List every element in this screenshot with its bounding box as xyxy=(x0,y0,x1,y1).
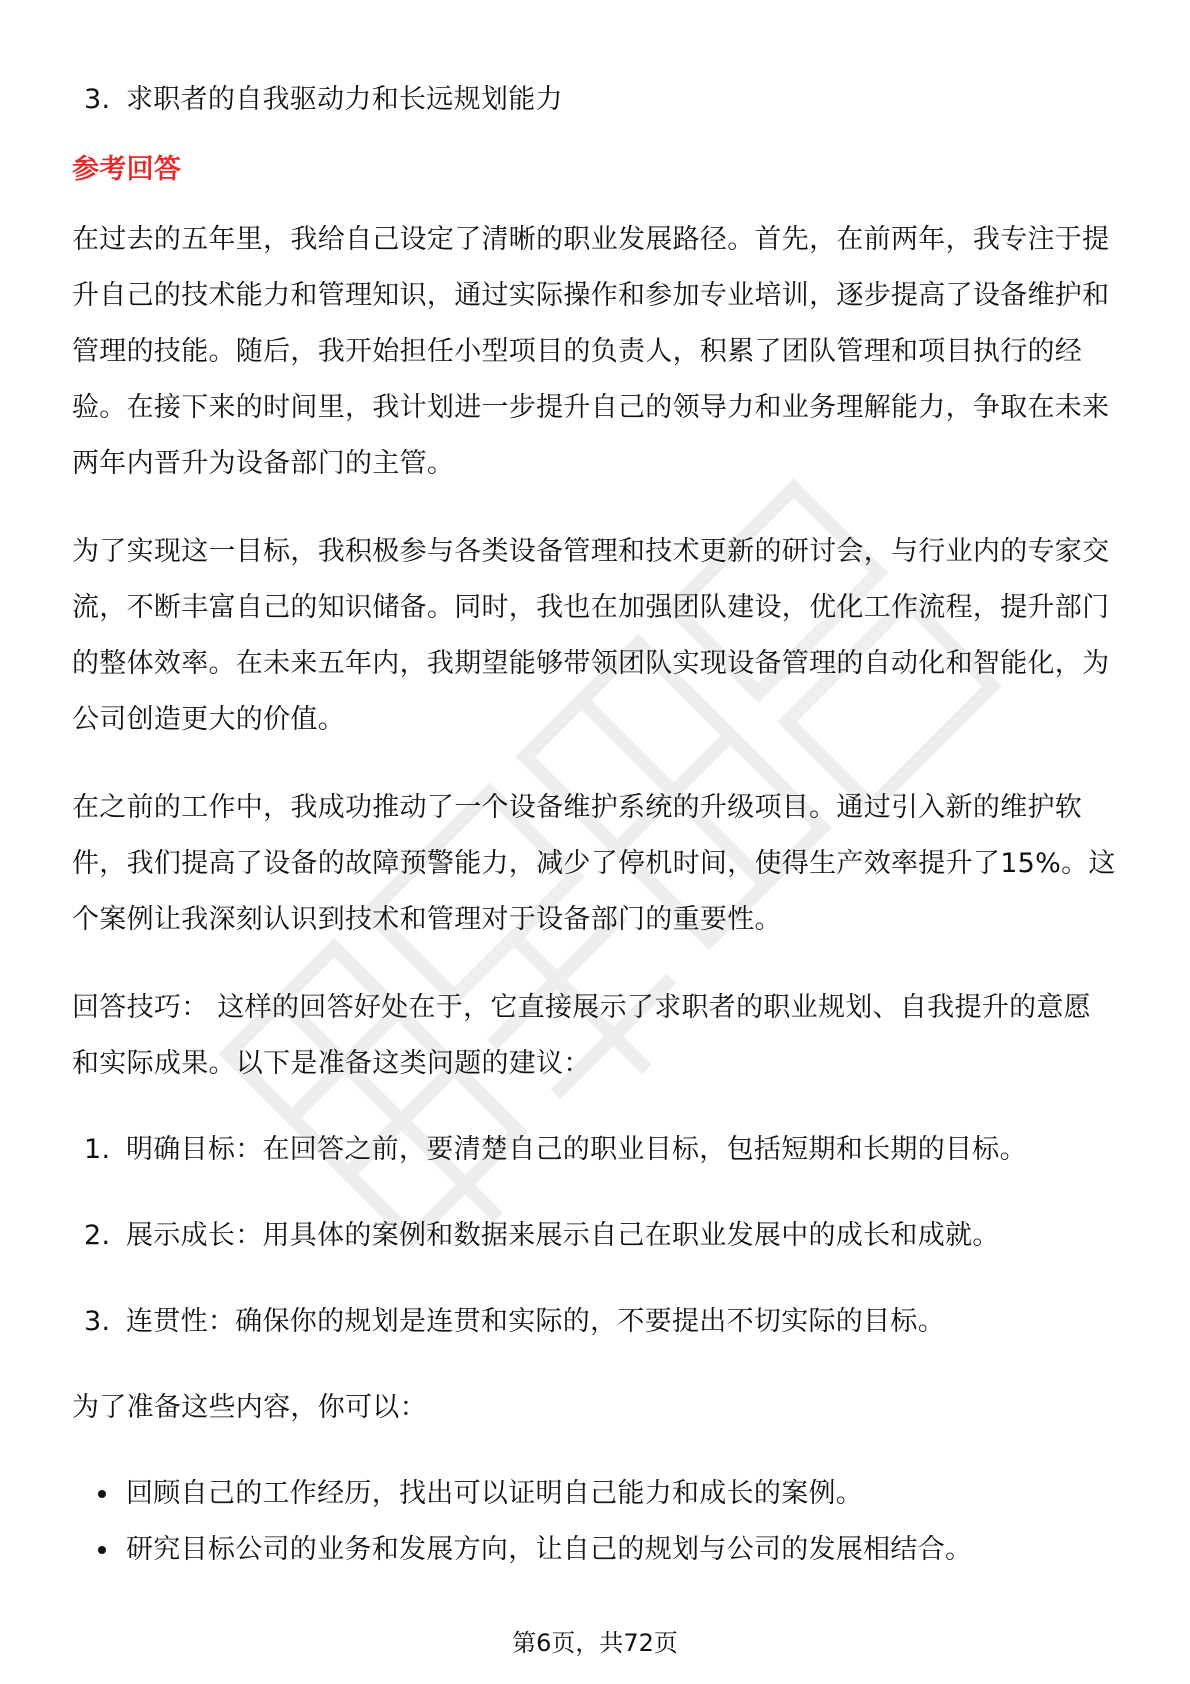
bullet-text: 回顾自己的工作经历，找出可以证明自己能力和成长的案例。 xyxy=(126,1478,864,1509)
section-heading: 参考回答 xyxy=(72,154,182,185)
answer-paragraph-3: 在之前的工作中，我成功推动了一个设备维护系统的升级项目。通过引入新的维护软件，我们提高了设备的故障预警能力，减少了停机时间，使得生产效率提升了15%。这个案例让我深刻认识到技术和管理对于设备部门的重要性。 xyxy=(72,792,1116,935)
answer-paragraph-2: 为了实现这一目标，我积极参与各类设备管理和技术更新的研讨会，与行业内的专家交流，不断丰富自己的知识储备。同时，我也在加强团队建设，优化工作流程，提升部门的整体效率。在未来五年内，我期望能够带领团队实现设备管理的自动化和智能化，为公司创造更大的价值。 xyxy=(72,536,1110,735)
tip-list-item-2 xyxy=(72,1208,1118,1264)
prep-bullet-item-1 xyxy=(72,1466,1118,1522)
tip-list-item-3 xyxy=(72,1294,1118,1350)
prep-bullet-item-2 xyxy=(72,1522,1118,1578)
prep-intro: 为了准备这些内容，你可以： xyxy=(72,1392,427,1423)
list-number: 1. xyxy=(84,1134,111,1165)
question-list-item xyxy=(72,72,1118,128)
list-text: 连贯性：确保你的规划是连贯和实际的，不要提出不切实际的目标。 xyxy=(126,1306,945,1337)
page-footer: 第6页，共72页 xyxy=(512,1629,678,1657)
bullet-dot-icon xyxy=(98,1490,106,1498)
list-text: 求职者的自我驱动力和长远规划能力 xyxy=(126,84,563,115)
list-number: 3. xyxy=(84,1306,111,1337)
document-body xyxy=(72,72,1118,1578)
tip-list-item-1 xyxy=(72,1122,1118,1178)
bullet-text: 研究目标公司的业务和发展方向，让自己的规划与公司的发展相结合。 xyxy=(126,1534,973,1565)
tips-intro-paragraph: 回答技巧： 这样的回答好处在于，它直接展示了求职者的职业规划、自我提升的意愿和实际成果。以下是准备这类问题的建议： xyxy=(72,992,1091,1079)
bullet-dot-icon xyxy=(98,1546,106,1554)
list-text: 明确目标：在回答之前，要清楚自己的职业目标，包括短期和长期的目标。 xyxy=(126,1134,1027,1165)
list-text: 展示成长：用具体的案例和数据来展示自己在职业发展中的成长和成就。 xyxy=(126,1220,1000,1251)
list-number: 2. xyxy=(84,1220,111,1251)
list-number: 3. xyxy=(84,84,111,115)
answer-paragraph-1: 在过去的五年里，我给自己设定了清晰的职业发展路径。首先，在前两年，我专注于提升自己的技术能力和管理知识，通过实际操作和参加专业培训，逐步提高了设备维护和管理的技能。随后，我开始担任小型项目的负责人，积累了团队管理和项目执行的经验。在接下来的时间里，我计划进一步提升自己的领导力和业务理解能力，争取在未来两年内晋升为设备部门的主管。 xyxy=(72,224,1110,479)
